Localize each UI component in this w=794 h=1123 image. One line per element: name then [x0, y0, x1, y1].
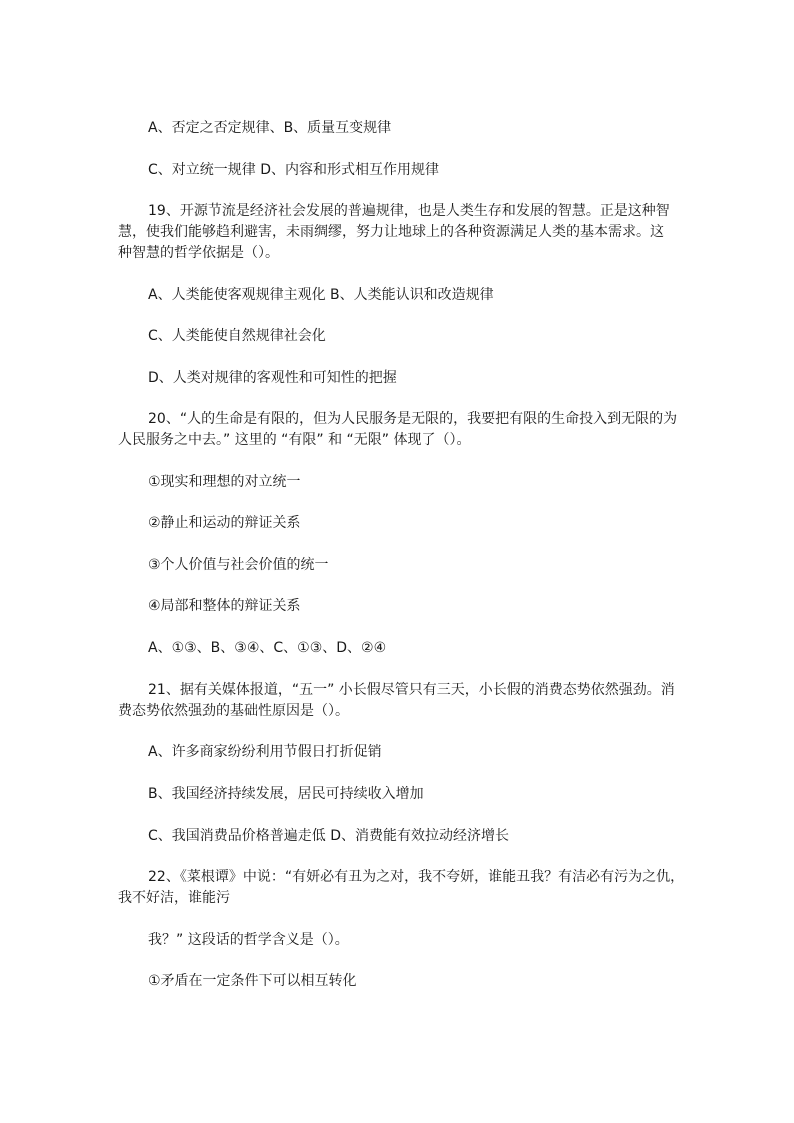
question-20-line-1: 20、“人的生命是有限的，但为人民服务是无限的，我要把有限的生命投入到无限的为 — [148, 411, 678, 427]
question-22-line-2: 我不好洁，谁能污 — [118, 890, 230, 906]
question-19-line-1: 19、开源节流是经济社会发展的普遍规律，也是人类生存和发展的智慧。正是这种智 — [148, 203, 670, 219]
option-line: A、人类能使客观规律主观化 B、人类能认识和改造规律 — [148, 287, 494, 303]
statement-line: ②静止和运动的辩证关系 — [148, 515, 301, 531]
question-22-line-1: 22、《菜根谭》中说：“有妍必有丑为之对，我不夸妍，谁能丑我？有洁必有污为之仇， — [148, 869, 685, 885]
option-line: A、许多商家纷纷利用节假日打折促销 — [148, 744, 382, 760]
statement-line: ④局部和整体的辩证关系 — [148, 598, 301, 614]
question-22-line-3: 我？” 这段话的哲学含义是（）。 — [148, 932, 349, 948]
statement-line: ①矛盾在一定条件下可以相互转化 — [148, 973, 357, 989]
question-21-line-2: 费态势依然强劲的基础性原因是（）。 — [118, 703, 349, 719]
statement-line: ③个人价值与社会价值的统一 — [148, 557, 329, 573]
option-line: C、我国消费品价格普遍走低 D、消费能有效拉动经济增长 — [148, 828, 510, 844]
option-line: C、人类能使自然规律社会化 — [148, 328, 326, 344]
question-20-line-2: 人民服务之中去。” 这里的 “有限” 和 “无限” 体现了（）。 — [118, 432, 471, 448]
option-line: A、否定之否定规律、B、质量互变规律 — [148, 120, 392, 136]
option-line: A、①③、B、③④、C、①③、D、②④ — [148, 640, 387, 656]
question-19-line-2: 慧，使我们能够趋利避害，未雨绸缪，努力让地球上的各种资源满足人类的基本需求。这 — [118, 224, 664, 240]
option-line: B、我国经济持续发展，居民可持续收入增加 — [148, 786, 424, 802]
question-21-line-1: 21、据有关媒体报道，“五一” 小长假尽管只有三天，小长假的消费态势依然强劲。消 — [148, 682, 675, 698]
question-19-line-3: 种智慧的哲学依据是（）。 — [118, 245, 279, 261]
statement-line: ①现实和理想的对立统一 — [148, 474, 301, 490]
option-line: C、对立统一规律 D、内容和形式相互作用规律 — [148, 162, 440, 178]
option-line: D、人类对规律的客观性和可知性的把握 — [148, 370, 397, 386]
